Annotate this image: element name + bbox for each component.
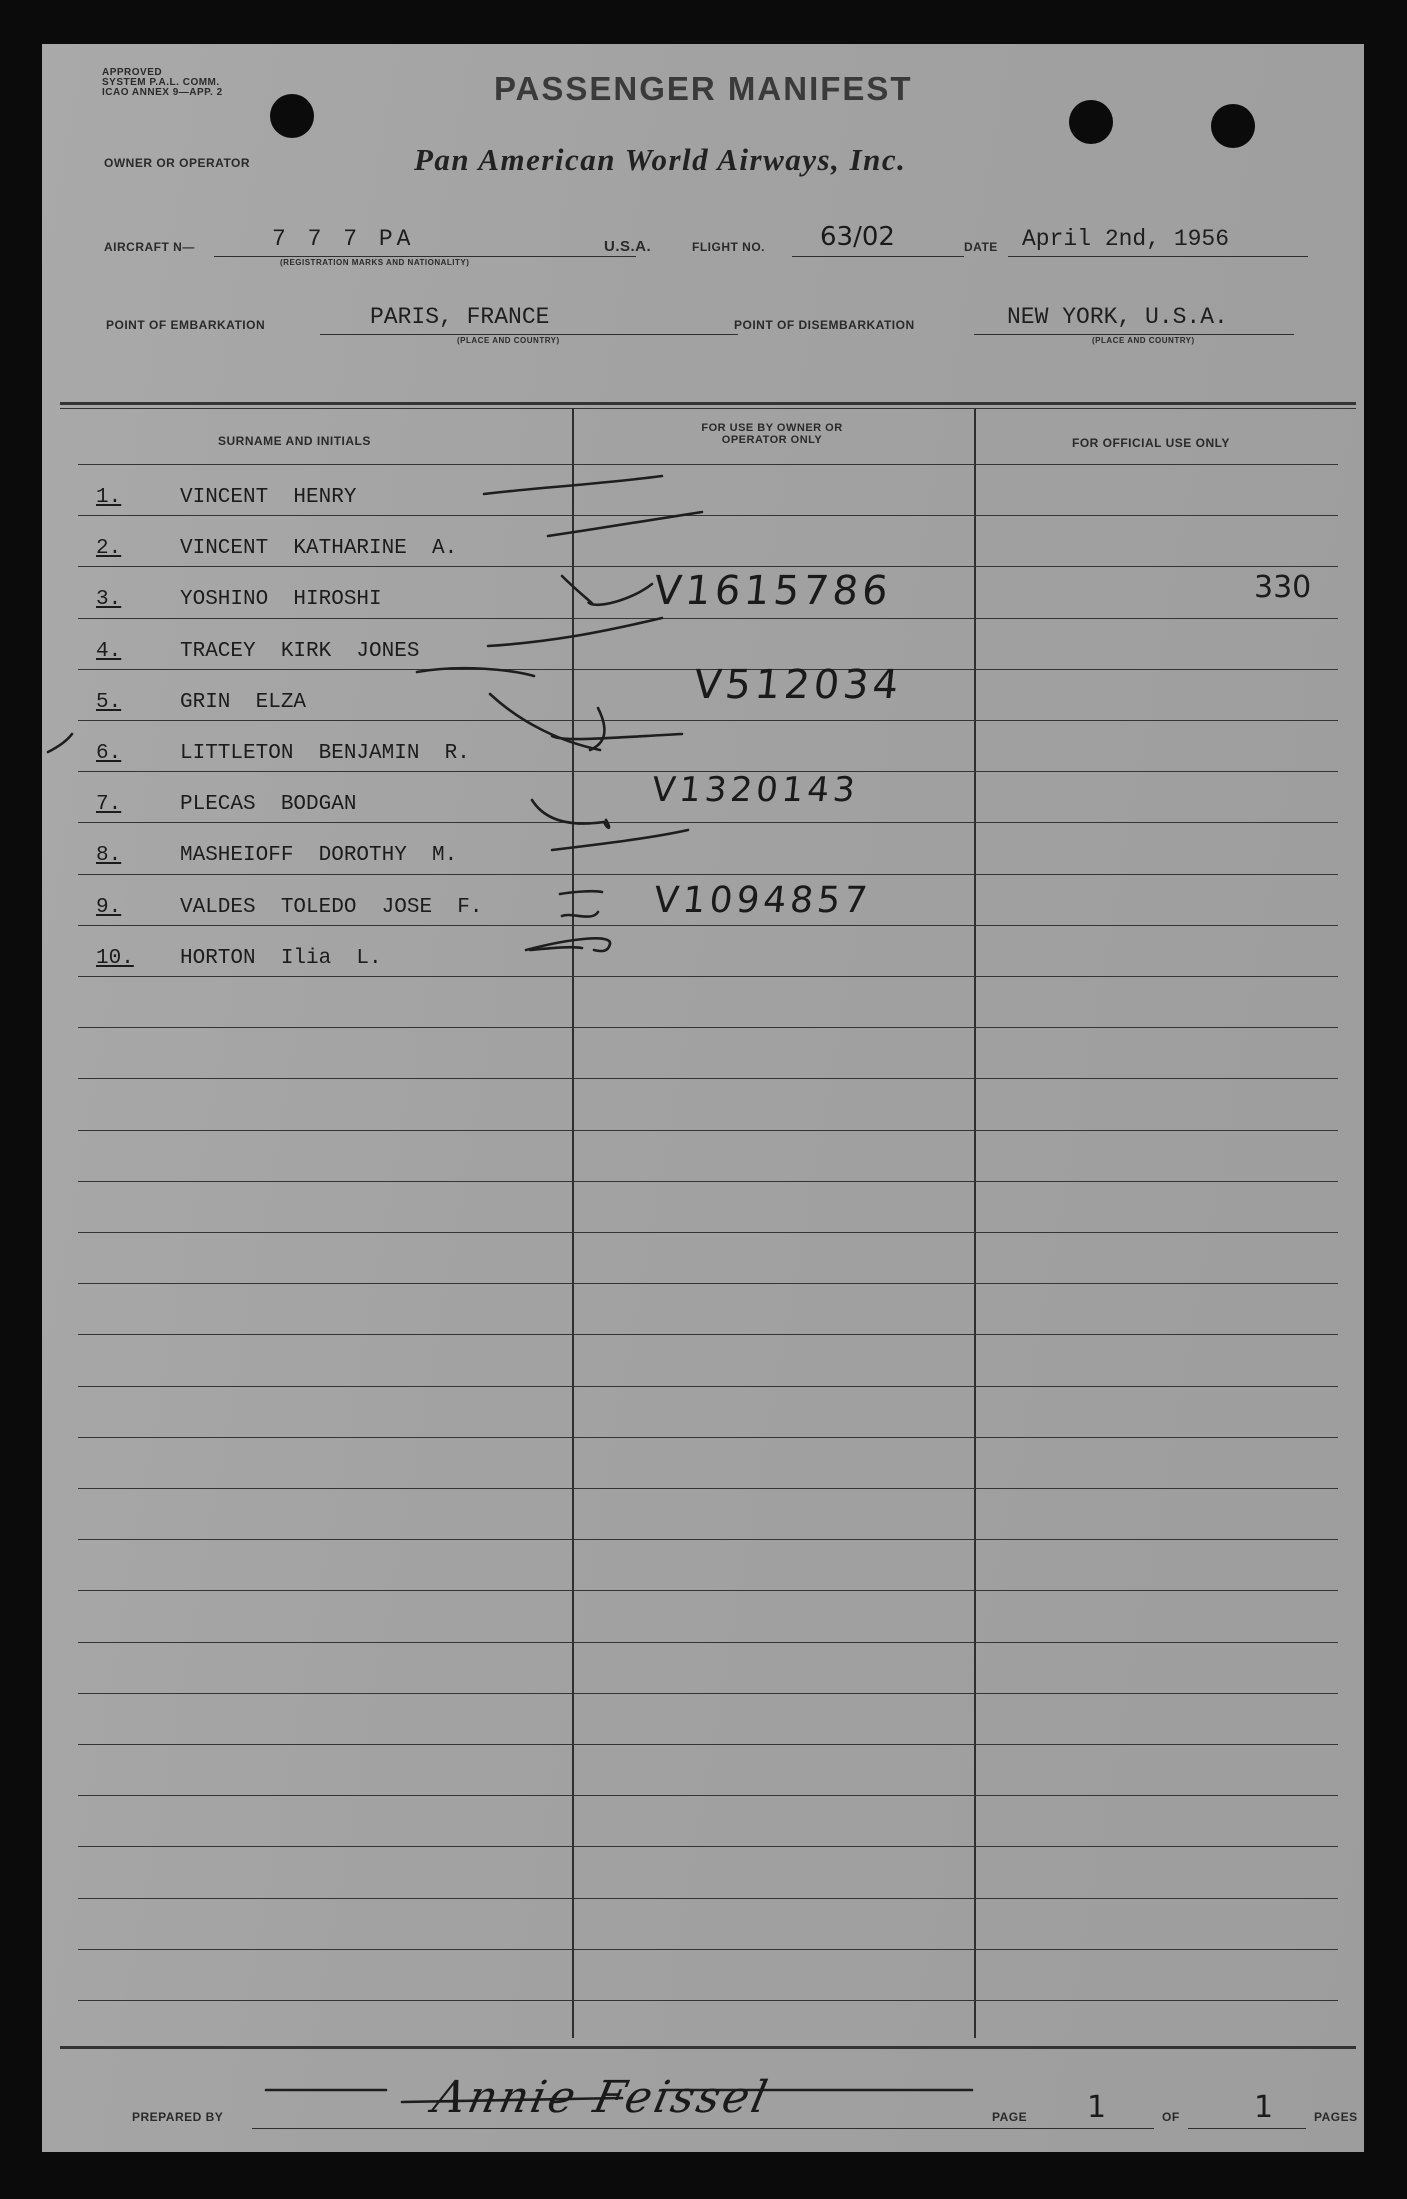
registration-caption: (REGISTRATION MARKS AND NATIONALITY) bbox=[280, 258, 470, 267]
passenger-number: 10. bbox=[96, 946, 134, 970]
approval-line: ICAO ANNEX 9—APP. 2 bbox=[102, 87, 223, 98]
passenger-name: HORTON Ilia L. bbox=[180, 946, 382, 970]
column-header-surname: SURNAME AND INITIALS bbox=[218, 434, 371, 448]
flight-date: April 2nd, 1956 bbox=[1022, 226, 1230, 252]
of-label: OF bbox=[1162, 2110, 1180, 2124]
column-header-official: FOR OFFICIAL USE ONLY bbox=[1072, 436, 1230, 450]
embarkation-caption: (PLACE AND COUNTRY) bbox=[457, 336, 560, 345]
manifest-sheet bbox=[42, 44, 1364, 2152]
embarkation-label: POINT OF EMBARKATION bbox=[106, 318, 266, 332]
passenger-name: PLECAS BODGAN bbox=[180, 793, 357, 817]
prepared-by-label: PREPARED BY bbox=[132, 2110, 224, 2124]
page-label: PAGE bbox=[992, 2110, 1028, 2124]
embarkation-place: PARIS, FRANCE bbox=[370, 304, 550, 330]
approval-line: SYSTEM P.A.L. COMM. bbox=[102, 77, 220, 88]
aircraft-registration: 7 7 7 PA bbox=[272, 226, 415, 252]
usa-label: U.S.A. bbox=[604, 238, 652, 255]
prepared-by-signature: Annie Feissel bbox=[428, 2072, 775, 2123]
visa-number: V1094857 bbox=[651, 880, 874, 921]
passenger-name: VINCENT HENRY bbox=[180, 486, 357, 509]
passenger-number: 5. bbox=[96, 690, 122, 714]
passenger-number: 4. bbox=[96, 639, 122, 663]
aircraft-label: AIRCRAFT N— bbox=[104, 240, 195, 254]
footer-rule bbox=[60, 2046, 1356, 2049]
visa-number: V512034 bbox=[691, 662, 905, 708]
disembarkation-label: POINT OF DISEMBARKATION bbox=[734, 318, 915, 332]
flight-label: FLIGHT NO. bbox=[692, 240, 765, 254]
passenger-number: 3. bbox=[96, 588, 122, 612]
passenger-name: VINCENT KATHARINE A. bbox=[180, 537, 458, 561]
owner-label: OWNER OR OPERATOR bbox=[104, 156, 251, 170]
approval-line: APPROVED bbox=[102, 67, 163, 78]
page-number: 1 bbox=[1087, 2090, 1107, 2125]
disembarkation-place: NEW YORK, U.S.A. bbox=[1007, 304, 1228, 330]
handwritten-strokes bbox=[42, 44, 1364, 2152]
disembarkation-caption: (PLACE AND COUNTRY) bbox=[1092, 336, 1195, 345]
page-line bbox=[1034, 2128, 1154, 2129]
passenger-number: 6. bbox=[96, 742, 122, 765]
passenger-name: YOSHINO HIROSHI bbox=[180, 588, 382, 612]
passenger-name: LITTLETON BENJAMIN R. bbox=[180, 742, 470, 765]
passenger-name: MASHEIOFF DOROTHY M. bbox=[180, 844, 458, 868]
column-header-owner-text: FOR USE BY OWNER OR OPERATOR ONLY bbox=[701, 422, 843, 446]
pages-label: PAGES bbox=[1314, 2110, 1358, 2124]
page-count: 1 bbox=[1254, 2090, 1274, 2125]
visa-number: V1615786 bbox=[651, 568, 894, 614]
passenger-name: GRIN ELZA bbox=[180, 690, 307, 714]
passenger-number: 9. bbox=[96, 895, 122, 919]
passenger-number: 2. bbox=[96, 537, 122, 561]
form-title: PASSENGER MANIFEST bbox=[494, 70, 913, 107]
passenger-number: 8. bbox=[96, 844, 122, 868]
passenger-name: TRACEY KIRK JONES bbox=[180, 639, 420, 663]
prepared-by-line bbox=[252, 2128, 1042, 2129]
passenger-number: 1. bbox=[96, 486, 122, 509]
official-entry: 330 bbox=[1254, 570, 1312, 605]
passenger-number: 7. bbox=[96, 793, 122, 817]
passenger-name: VALDES TOLEDO JOSE F. bbox=[180, 895, 483, 919]
visa-number: V1320143 bbox=[649, 770, 861, 810]
pages-line bbox=[1188, 2128, 1306, 2129]
date-label: DATE bbox=[964, 240, 998, 254]
flight-number: 63/02 bbox=[820, 222, 895, 252]
operator-name: Pan American World Airways, Inc. bbox=[414, 142, 907, 177]
